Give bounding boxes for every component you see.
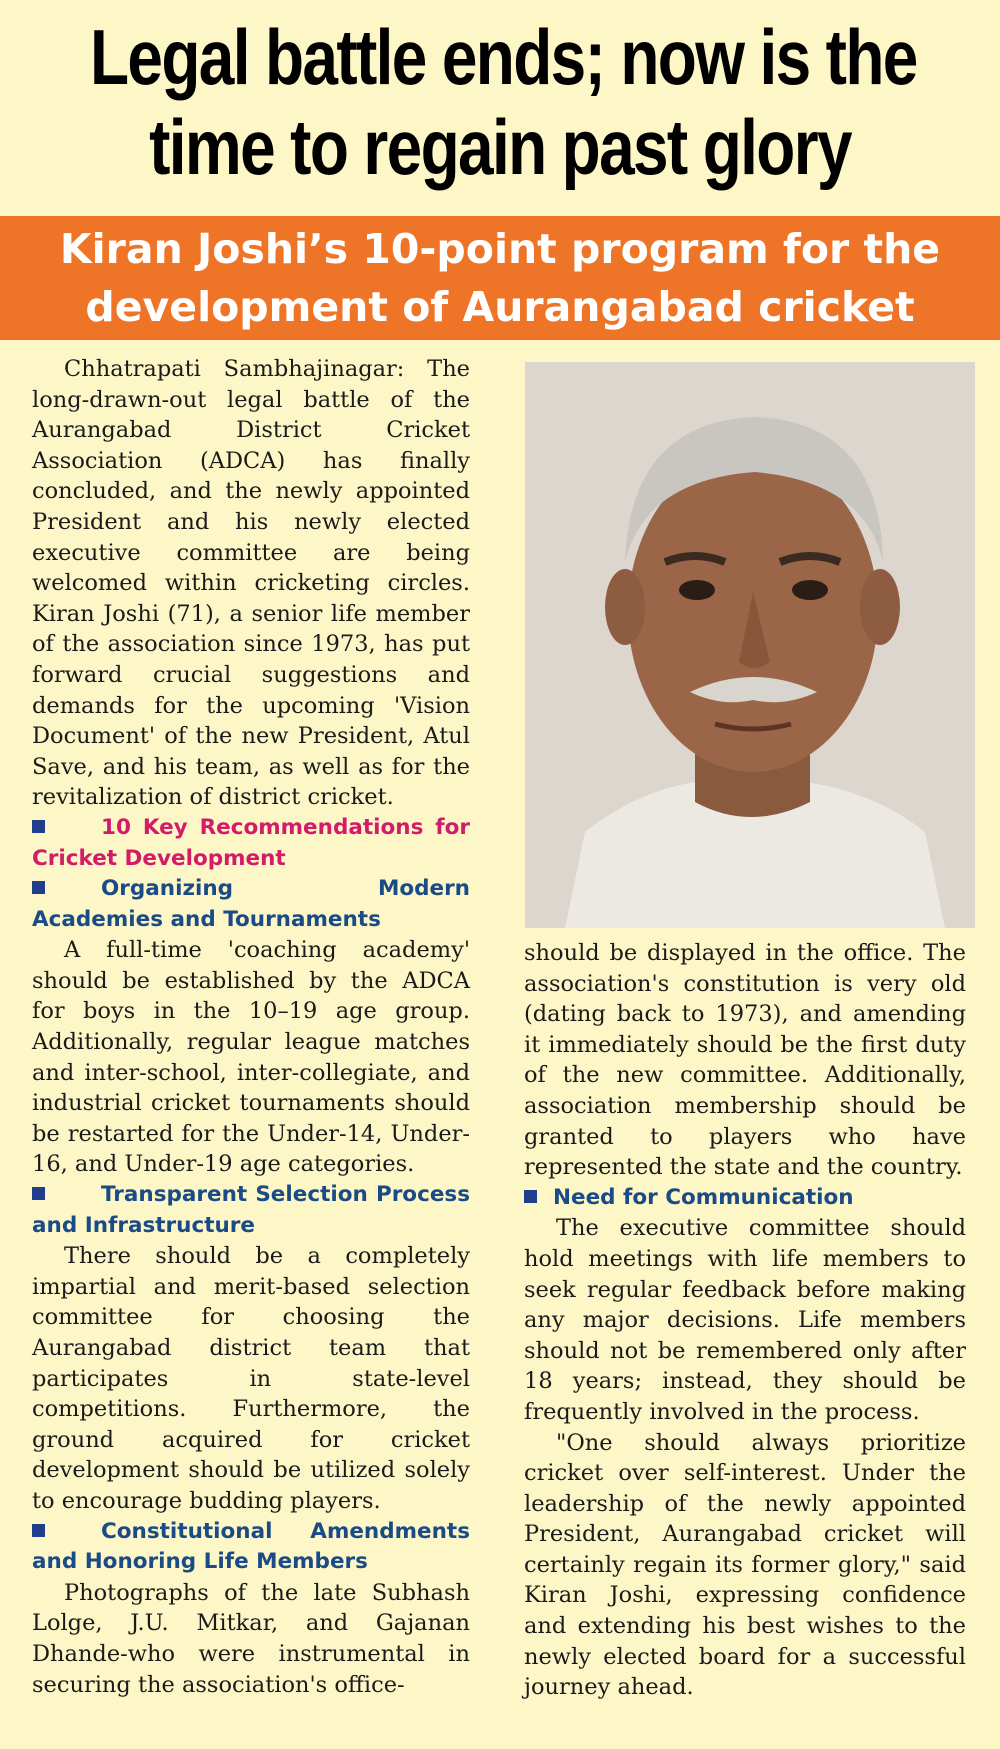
section-heading-label: Organizing Modern Academies and Tournaments — [32, 876, 470, 932]
closing-quote: "One should always prioritize cricket over self-interest. Under the leadership of the newly appointed President, Aurangabad cricket will certainly regain its former glory," said Kiran Joshi, expressing confidence and extending his best wishes to the newly elected board for a successful journey ahead. — [524, 1429, 966, 1701]
key-recommendations-label: 10 Key Recommendations for Cricket Development — [32, 814, 470, 871]
section-body-constitution-part2: should be displayed in the office. The association's constitution is very old (dating back to 1973), and amending it immediately should be the first duty of the new committee. Additionally, association membership should be granted to players who have represented the state and the country. — [524, 940, 966, 1181]
article-column-right — [524, 938, 966, 1703]
section-heading-label: Constitutional Amendments and Honoring Life Members — [32, 1518, 470, 1575]
section-heading-academies — [32, 874, 470, 935]
section-heading-constitution — [32, 1517, 470, 1578]
section-heading-label: Transparent Selection Process and Infrastructure — [32, 1182, 470, 1238]
square-bullet-icon — [32, 1187, 45, 1200]
portrait-illustration — [525, 362, 975, 928]
article-column-left — [32, 354, 470, 1700]
section-body-constitution-part1: Photographs of the late Subhash Lolge, J.U. Mitkar, and Gajanan Dhande-who were instrumental in securing the association's office- — [32, 1579, 470, 1698]
portrait-photo — [525, 362, 975, 928]
section-body-academies: A full-time 'coaching academy' should be established by the ADCA for boys in the 10–19 age group. Additionally, regular league matches and inter-school, inter-collegiate, and industrial cricket tournaments should be restarted for the Under-14, Under-16, and Under-19 age categories. — [32, 937, 470, 1178]
subheadline-line-2: development of Aurangabad cricket — [85, 283, 915, 331]
intro-paragraph: Chhatrapati Sambhajinagar: The long-drawn-out legal battle of the Aurangabad District Cricket Association (ADCA) has finally concluded, and the newly appointed President and his newly elected executive committee are being welcomed within cricketing circles. Kiran Joshi (71), a senior life member of the association since 1973, has put forward crucial suggestions and demands for the upcoming 'Vision Document' of the new President, Atul Save, and his team, as well as for the revitalization of district cricket. — [32, 356, 470, 811]
headline-line-2: time to regain past glory — [149, 103, 851, 191]
key-recommendations-heading — [32, 813, 470, 874]
square-bullet-icon — [32, 820, 45, 833]
square-bullet-icon — [32, 1524, 45, 1537]
square-bullet-icon — [32, 881, 45, 894]
section-heading-label: Need for Communication — [553, 1184, 854, 1210]
section-heading-communication — [524, 1183, 966, 1214]
headline — [90, 12, 917, 192]
section-body-communication: The executive committee should hold meetings with life members to seek regular feedback before making any major decisions. Life members should not be remembered only after 18 years; instead, they should be frequently involved in the process. — [524, 1215, 966, 1425]
section-body-selection: There should be a completely impartial and merit-based selection committee for choosing the Aurangabad district team that participates in state-level competitions. Furthermore, the ground acquired for cricket development should be utilized solely to encourage budding players. — [32, 1243, 470, 1514]
square-bullet-icon — [524, 1190, 537, 1203]
subheadline — [0, 220, 1000, 336]
subheadline-line-1: Kiran Joshi’s 10-point program for the — [59, 225, 941, 273]
section-heading-selection — [32, 1180, 470, 1241]
headline-line-1: Legal battle ends; now is the — [90, 13, 917, 101]
